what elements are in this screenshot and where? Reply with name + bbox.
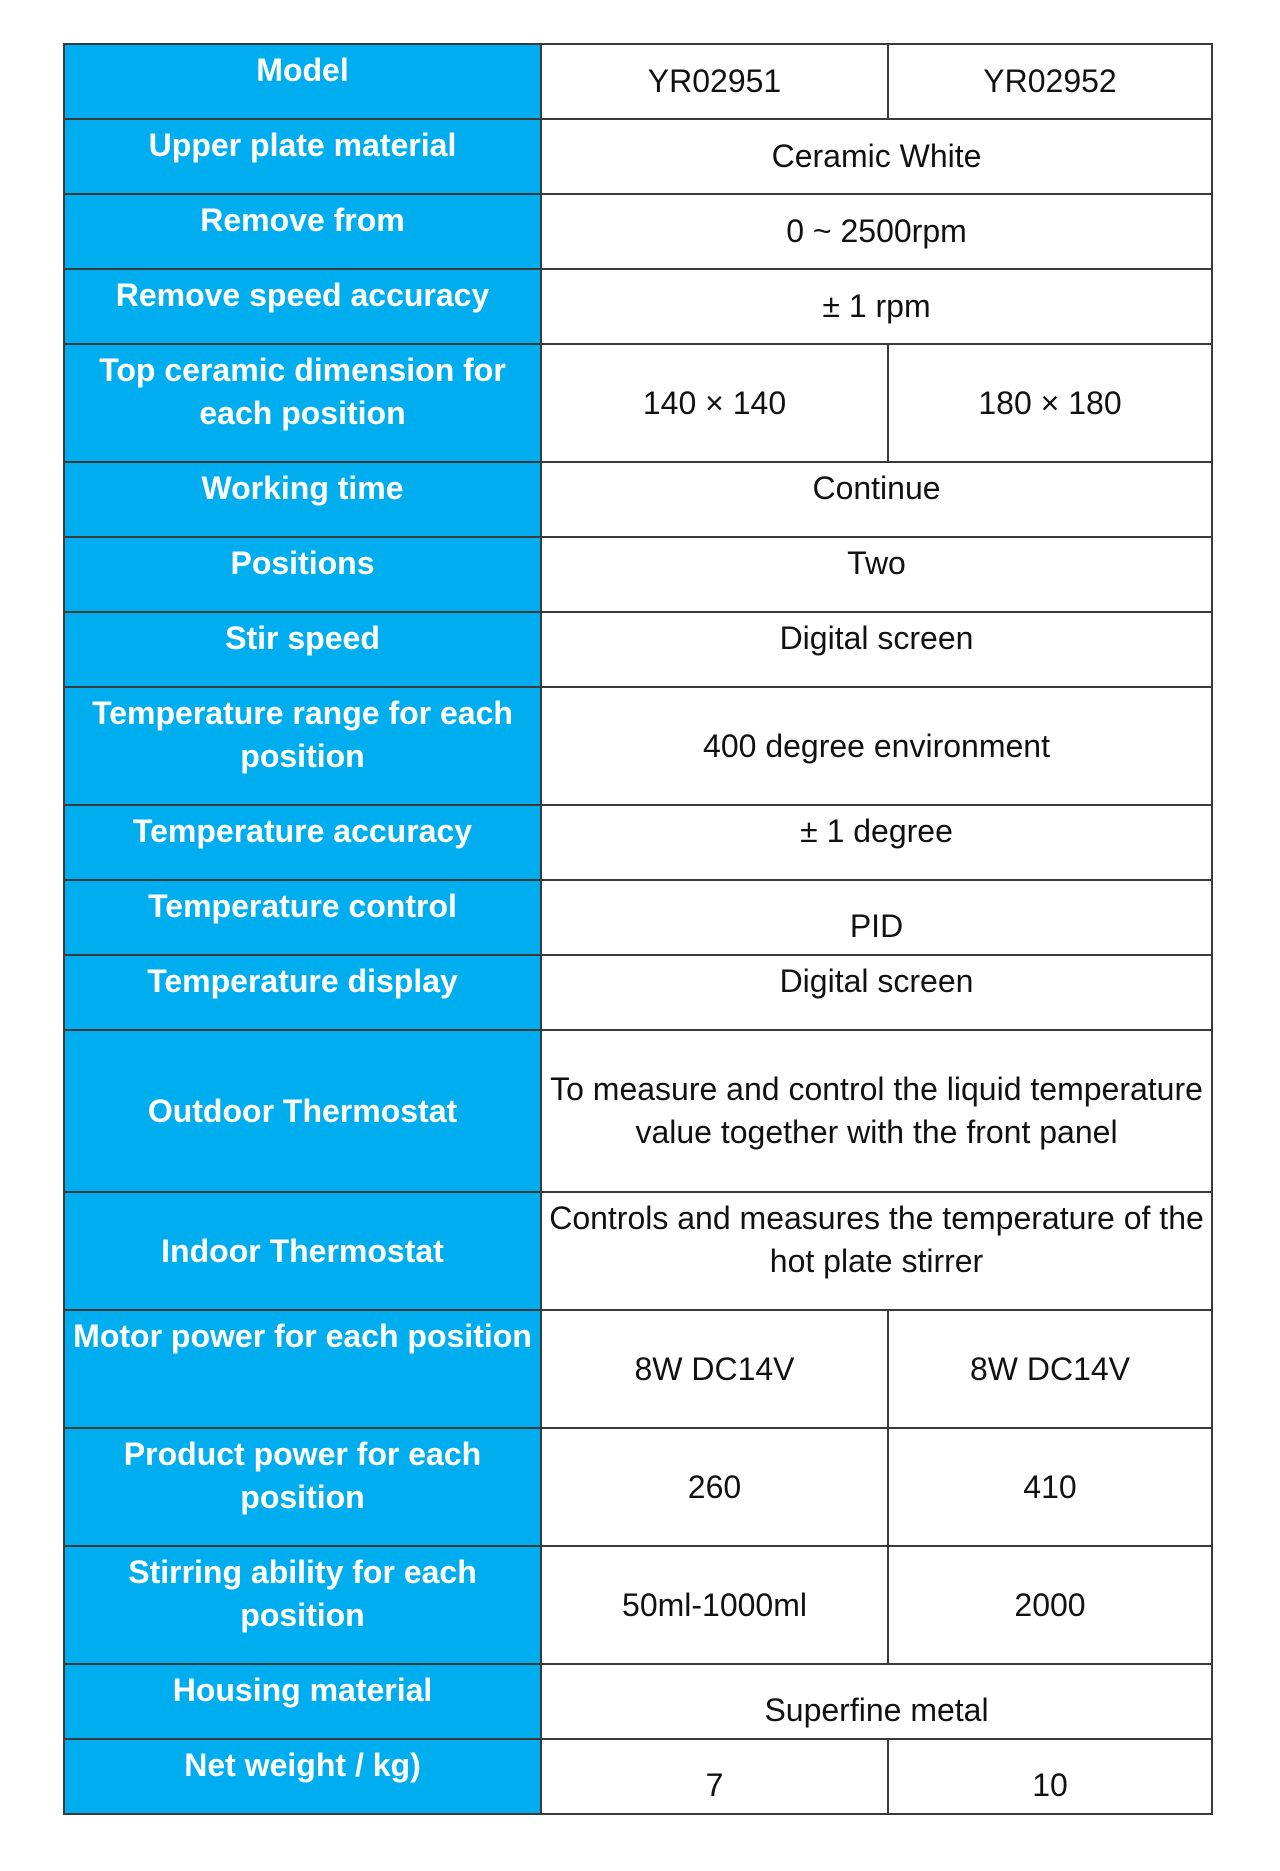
label-remove-from: Remove from xyxy=(64,194,541,269)
value-temperature-control: PID xyxy=(541,880,1212,955)
value-motor-power-yr02951: 8W DC14V xyxy=(541,1310,888,1428)
row-net-weight xyxy=(64,1739,1212,1814)
label-temperature-accuracy: Temperature accuracy xyxy=(64,805,541,880)
value-working-time: Continue xyxy=(541,462,1212,537)
row-temperature-accuracy xyxy=(64,805,1212,880)
label-housing-material: Housing material xyxy=(64,1664,541,1739)
row-model xyxy=(64,44,1212,119)
value-stirring-ability-yr02951: 50ml-1000ml xyxy=(541,1546,888,1664)
value-product-power-yr02952: 410 xyxy=(888,1428,1212,1546)
value-positions: Two xyxy=(541,537,1212,612)
row-stir-speed xyxy=(64,612,1212,687)
value-remove-speed-accuracy: ± 1 rpm xyxy=(541,269,1212,344)
value-stirring-ability-yr02952: 2000 xyxy=(888,1546,1212,1664)
value-net-weight-yr02951: 7 xyxy=(541,1739,888,1814)
label-model: Model xyxy=(64,44,541,119)
row-housing-material xyxy=(64,1664,1212,1739)
row-stirring-ability xyxy=(64,1546,1212,1664)
label-upper-plate-material: Upper plate material xyxy=(64,119,541,194)
value-remove-from: 0 ~ 2500rpm xyxy=(541,194,1212,269)
value-model-yr02951: YR02951 xyxy=(541,44,888,119)
label-temperature-range: Temperature range for each position xyxy=(64,687,541,805)
row-temperature-control xyxy=(64,880,1212,955)
row-working-time xyxy=(64,462,1212,537)
label-working-time: Working time xyxy=(64,462,541,537)
value-motor-power-yr02952: 8W DC14V xyxy=(888,1310,1212,1428)
row-indoor-thermostat xyxy=(64,1192,1212,1310)
label-temperature-control: Temperature control xyxy=(64,880,541,955)
value-temperature-range: 400 degree environment xyxy=(541,687,1212,805)
label-stirring-ability: Stirring ability for each position xyxy=(64,1546,541,1664)
row-product-power xyxy=(64,1428,1212,1546)
value-product-power-yr02951: 260 xyxy=(541,1428,888,1546)
label-top-ceramic-dimension: Top ceramic dimension for each position xyxy=(64,344,541,462)
spec-table xyxy=(63,43,1213,1815)
row-positions xyxy=(64,537,1212,612)
value-net-weight-yr02952: 10 xyxy=(888,1739,1212,1814)
label-remove-speed-accuracy: Remove speed accuracy xyxy=(64,269,541,344)
value-upper-plate-material: Ceramic White xyxy=(541,119,1212,194)
value-model-yr02952: YR02952 xyxy=(888,44,1212,119)
row-outdoor-thermostat xyxy=(64,1030,1212,1192)
value-top-ceramic-dimension-yr02951: 140 × 140 xyxy=(541,344,888,462)
value-outdoor-thermostat: To measure and control the liquid temperature value together with the front panel xyxy=(541,1030,1212,1192)
row-upper-plate-material xyxy=(64,119,1212,194)
row-motor-power xyxy=(64,1310,1212,1428)
row-temperature-display xyxy=(64,955,1212,1030)
label-stir-speed: Stir speed xyxy=(64,612,541,687)
label-positions: Positions xyxy=(64,537,541,612)
label-indoor-thermostat: Indoor Thermostat xyxy=(64,1192,541,1310)
value-temperature-accuracy: ± 1 degree xyxy=(541,805,1212,880)
value-top-ceramic-dimension-yr02952: 180 × 180 xyxy=(888,344,1212,462)
row-temperature-range xyxy=(64,687,1212,805)
value-stir-speed: Digital screen xyxy=(541,612,1212,687)
value-housing-material: Superfine metal xyxy=(541,1664,1212,1739)
row-top-ceramic-dimension xyxy=(64,344,1212,462)
label-motor-power: Motor power for each position xyxy=(64,1310,541,1428)
row-remove-speed-accuracy xyxy=(64,269,1212,344)
value-temperature-display: Digital screen xyxy=(541,955,1212,1030)
row-remove-from xyxy=(64,194,1212,269)
label-temperature-display: Temperature display xyxy=(64,955,541,1030)
label-net-weight: Net weight / kg) xyxy=(64,1739,541,1814)
label-outdoor-thermostat: Outdoor Thermostat xyxy=(64,1030,541,1192)
value-indoor-thermostat: Controls and measures the temperature of the hot plate stirrer xyxy=(541,1192,1212,1310)
label-product-power: Product power for each position xyxy=(64,1428,541,1546)
